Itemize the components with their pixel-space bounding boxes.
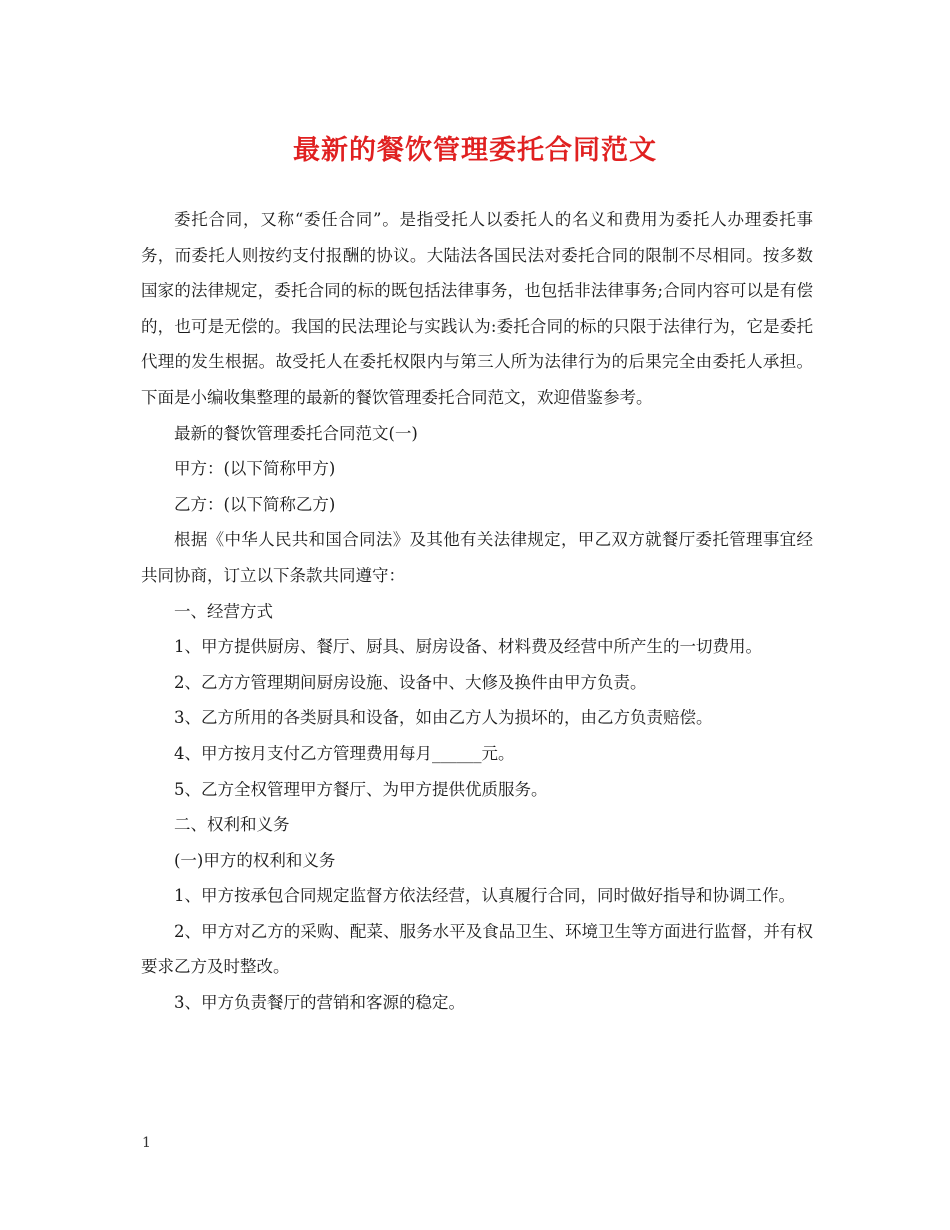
- paragraph-party-a: 甲方：(以下简称甲方): [174, 459, 336, 479]
- paragraph-intro: 委托合同，又称“委任合同”。是指受托人以委托人的名义和费用为委托人办理委托事务，而委托人则按约支付报酬的协议。大陆法各国民法对委托合同的限制不尽相同。按多数国家的法律规定，委托合同的标的既包括法律事务，也包括非法律事务;合同内容可以是有偿的，也可是无偿的。我国的民法理论与实践认为:委托合同的标的只限于法律行为，它是委托代理的发生根据。故受托人在委托权限内与第三人所为法律行为的后果完全由委托人承担。下面是小编收集整理的最新的餐饮管理委托合同范文，欢迎借鉴参考。: [141, 210, 813, 407]
- clause-1-5: 5、乙方全权管理甲方餐厅、为甲方提供优质服务。: [174, 779, 548, 799]
- page-number: 1: [142, 1135, 151, 1151]
- paragraph-basis: 根据《中华人民共和国合同法》及其他有关法律规定，甲乙双方就餐厅委托管理事宜经共同协商，订立以下条款共同遵守：: [141, 530, 813, 585]
- clause-1-1: 1、甲方提供厨房、餐厅、厨具、厨房设备、材料费及经营中所产生的一切费用。: [174, 637, 762, 657]
- heading-rights-obligations: 二、权利和义务: [174, 815, 290, 835]
- document-title: 最新的餐饮管理委托合同范文: [293, 135, 657, 166]
- document-body: [141, 202, 813, 1021]
- clause-2-3: 3、甲方负责餐厅的营销和客源的稳定。: [174, 993, 465, 1013]
- clause-2-1: 1、甲方按承包合同规定监督方依法经营，认真履行合同，同时做好指导和协调工作。: [174, 886, 795, 906]
- heading-operation-mode: 一、经营方式: [174, 601, 273, 621]
- clause-1-3: 3、乙方所用的各类厨具和设备，如由乙方人为损坏的，由乙方负责赔偿。: [174, 708, 713, 728]
- subheading-party-a-rights: (一)甲方的权利和义务: [174, 850, 336, 870]
- paragraph-section-title: 最新的餐饮管理委托合同范文(一): [174, 423, 418, 443]
- clause-2-2: 2、甲方对乙方的采购、配菜、服务水平及食品卫生、环境卫生等方面进行监督，并有权要求乙方及时整改。: [141, 921, 813, 977]
- clause-1-4: 4、甲方按月支付乙方管理费用每月______元。: [174, 743, 515, 763]
- clause-1-2: 2、乙方方管理期间厨房设施、设备中、大修及换件由甲方负责。: [174, 672, 647, 692]
- paragraph-party-b: 乙方：(以下简称乙方): [174, 494, 336, 514]
